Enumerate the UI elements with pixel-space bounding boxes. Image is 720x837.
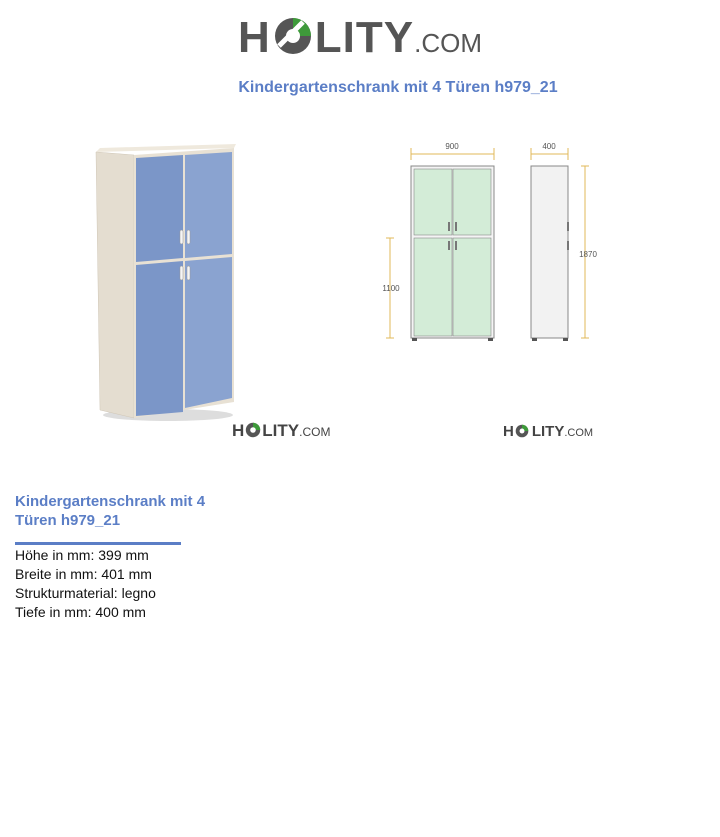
page-title: Kindergartenschrank mit 4 Türen h979_21 (238, 79, 558, 96)
logo-letter-h: H (238, 13, 271, 62)
logo-o-icon (515, 424, 531, 440)
dim-lower-height-label: 1100 (382, 284, 400, 293)
heading-divider (15, 542, 181, 545)
cabinet-photo (88, 140, 248, 425)
logo-o-icon (273, 16, 313, 56)
spec-row-width: Breite in mm: 401 mm (15, 566, 152, 582)
logo-word: LITY (314, 13, 415, 62)
dim-width-label: 900 (445, 142, 459, 151)
logo-suffix: .COM (414, 28, 482, 58)
logo-o-icon (245, 422, 261, 438)
dim-depth-label: 400 (542, 142, 556, 151)
spec-list (15, 546, 156, 622)
technical-drawing (378, 140, 608, 350)
spec-row-depth: Tiefe in mm: 400 mm (15, 604, 146, 620)
dim-total-height-label: 1870 (579, 250, 597, 259)
holity-logo-small-right: H LITY.COM (503, 423, 594, 440)
spec-row-material: Strukturmaterial: legno (15, 585, 156, 601)
holity-logo-small-left: H LITY.COM (232, 421, 331, 440)
holity-logo[interactable] (0, 12, 720, 69)
spec-row-height: Höhe in mm: 399 mm (15, 547, 149, 563)
product-heading: Kindergartenschrank mit 4 Türen h979_21 (15, 493, 206, 529)
